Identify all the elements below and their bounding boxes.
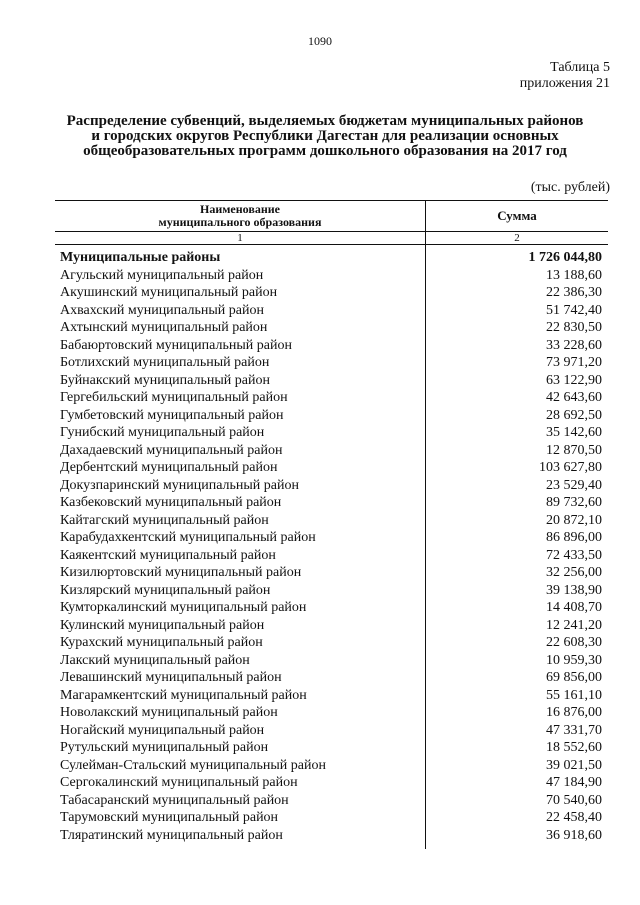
district-name: Новолакский муниципальный район <box>60 705 278 720</box>
table-row <box>57 407 608 425</box>
table-header <box>55 200 608 245</box>
district-amount: 47 331,70 <box>546 722 602 738</box>
table-row <box>57 809 608 827</box>
district-name: Ахвахский муниципальный район <box>60 302 264 318</box>
document-title <box>40 114 610 159</box>
district-amount: 33 228,60 <box>546 337 602 353</box>
district-amount: 35 142,60 <box>546 425 602 440</box>
district-name: Курахский муниципальный район <box>60 635 263 650</box>
district-name: Ахтынский муниципальный район <box>60 320 268 335</box>
table-row <box>57 529 608 547</box>
district-amount: 70 540,60 <box>546 792 602 808</box>
table-row <box>57 442 608 460</box>
table-reference-line1: Таблица 5 <box>550 60 610 75</box>
district-amount: 18 552,60 <box>546 740 602 755</box>
district-amount: 39 138,90 <box>546 582 602 598</box>
district-name: Магарамкентский муниципальный район <box>60 687 307 703</box>
district-amount: 72 433,50 <box>546 547 602 563</box>
table-row <box>57 267 608 285</box>
district-name: Карабудахкентский муниципальный район <box>60 530 316 545</box>
district-name: Тарумовский муниципальный район <box>60 810 279 825</box>
table-row <box>57 739 608 757</box>
district-name: Докузпаринский муниципальный район <box>60 477 299 493</box>
table-row <box>57 617 608 635</box>
table-row <box>57 389 608 407</box>
table-row <box>57 599 608 617</box>
column-header-sum: Сумма <box>426 201 609 232</box>
title-line3: общеобразовательных программ дошкольного образования на 2017 год <box>83 143 567 159</box>
district-name: Каякентский муниципальный район <box>60 547 276 563</box>
district-name: Кумторкалинский муниципальный район <box>60 600 307 615</box>
column-header-name-line1: Наименование <box>200 202 280 216</box>
district-name: Табасаранский муниципальный район <box>60 792 289 808</box>
district-amount: 32 256,00 <box>546 565 602 580</box>
district-amount: 22 386,30 <box>546 285 602 300</box>
table-row <box>57 284 608 302</box>
district-amount: 16 876,00 <box>546 705 602 720</box>
page-number: 1090 <box>308 34 332 48</box>
district-amount: 12 870,50 <box>546 442 602 458</box>
district-name: Рутульский муниципальный район <box>60 740 269 755</box>
district-name: Тляратинский муниципальный район <box>60 827 283 843</box>
table-row <box>57 582 608 600</box>
district-name: Акушинский муниципальный район <box>60 285 278 300</box>
table-row <box>57 687 608 705</box>
district-name: Гумбетовский муниципальный район <box>60 407 284 423</box>
district-name: Бабаюртовский муниципальный район <box>60 337 292 353</box>
title-line2: и городских округов Республики Дагестан для реализации основных <box>91 128 559 144</box>
table-row <box>57 722 608 740</box>
district-name: Агульский муниципальный район <box>60 267 264 283</box>
district-name: Левашинский муниципальный район <box>60 670 282 685</box>
district-amount: 73 971,20 <box>546 355 602 370</box>
column-header-name-line2: муниципального образования <box>158 215 322 229</box>
district-amount: 36 918,60 <box>546 827 602 843</box>
district-name: Казбековский муниципальный район <box>60 495 282 510</box>
district-amount: 89 732,60 <box>546 495 602 510</box>
table-row <box>57 302 608 320</box>
district-amount: 47 184,90 <box>546 775 602 790</box>
table-row <box>57 547 608 565</box>
table-row <box>57 652 608 670</box>
table-reference-line2: приложения 21 <box>519 76 610 91</box>
district-name: Сергокалинский муниципальный район <box>60 775 298 790</box>
district-name: Гунибский муниципальный район <box>60 425 265 440</box>
table-row <box>57 669 608 687</box>
district-name: Кулинский муниципальный район <box>60 617 265 633</box>
column-number-1: 1 <box>55 232 426 245</box>
district-amount: 63 122,90 <box>546 372 602 388</box>
district-amount: 103 627,80 <box>539 460 602 475</box>
district-amount: 12 241,20 <box>546 617 602 633</box>
district-amount: 22 608,30 <box>546 635 602 650</box>
district-name: Гергебильский муниципальный район <box>60 390 288 405</box>
table-row <box>57 774 608 792</box>
district-amount: 51 742,40 <box>546 302 602 318</box>
table-row <box>57 459 608 477</box>
district-amount: 39 021,50 <box>546 757 602 773</box>
title-line1: Распределение субвенций, выделяемых бюджетам муниципальных районов <box>66 113 584 129</box>
district-amount: 23 529,40 <box>546 477 602 493</box>
district-amount: 14 408,70 <box>546 600 602 615</box>
district-name: Буйнакский муниципальный район <box>60 372 270 388</box>
column-header-name <box>55 201 426 232</box>
table-row <box>57 477 608 495</box>
table-row <box>57 494 608 512</box>
table-row <box>57 827 608 845</box>
district-name: Кизлярский муниципальный район <box>60 582 271 598</box>
column-number-2: 2 <box>426 232 609 245</box>
district-name: Сулейман-Стальский муниципальный район <box>60 757 326 773</box>
district-amount: 28 692,50 <box>546 407 602 423</box>
total-value: 1 726 044,80 <box>528 250 602 265</box>
table-row <box>57 354 608 372</box>
units-label: (тыс. рублей) <box>530 180 610 195</box>
total-name: Муниципальные районы <box>60 250 221 265</box>
table-row <box>57 424 608 442</box>
district-amount: 13 188,60 <box>546 267 602 283</box>
table-body <box>57 249 608 844</box>
table-row <box>57 319 608 337</box>
district-amount: 22 830,50 <box>546 320 602 335</box>
table-row <box>57 757 608 775</box>
total-row <box>57 249 608 267</box>
district-name: Дербентский муниципальный район <box>60 460 278 475</box>
district-rows <box>57 267 608 845</box>
district-amount: 10 959,30 <box>546 652 602 668</box>
district-name: Кайтагский муниципальный район <box>60 512 269 528</box>
table-row <box>57 704 608 722</box>
table-row <box>57 372 608 390</box>
table-row <box>57 564 608 582</box>
district-name: Ногайский муниципальный район <box>60 722 265 738</box>
table-reference <box>520 60 610 92</box>
district-name: Ботлихский муниципальный район <box>60 355 270 370</box>
table-row <box>57 634 608 652</box>
district-amount: 55 161,10 <box>546 687 602 703</box>
district-amount: 20 872,10 <box>546 512 602 528</box>
district-name: Кизилюртовский муниципальный район <box>60 565 302 580</box>
district-name: Дахадаевский муниципальный район <box>60 442 283 458</box>
district-amount: 42 643,60 <box>546 390 602 405</box>
table-row <box>57 337 608 355</box>
district-amount: 69 856,00 <box>546 670 602 685</box>
district-name: Лакский муниципальный район <box>60 652 250 668</box>
table-row <box>57 792 608 810</box>
district-amount: 86 896,00 <box>546 530 602 545</box>
table-row <box>57 512 608 530</box>
district-amount: 22 458,40 <box>546 810 602 825</box>
